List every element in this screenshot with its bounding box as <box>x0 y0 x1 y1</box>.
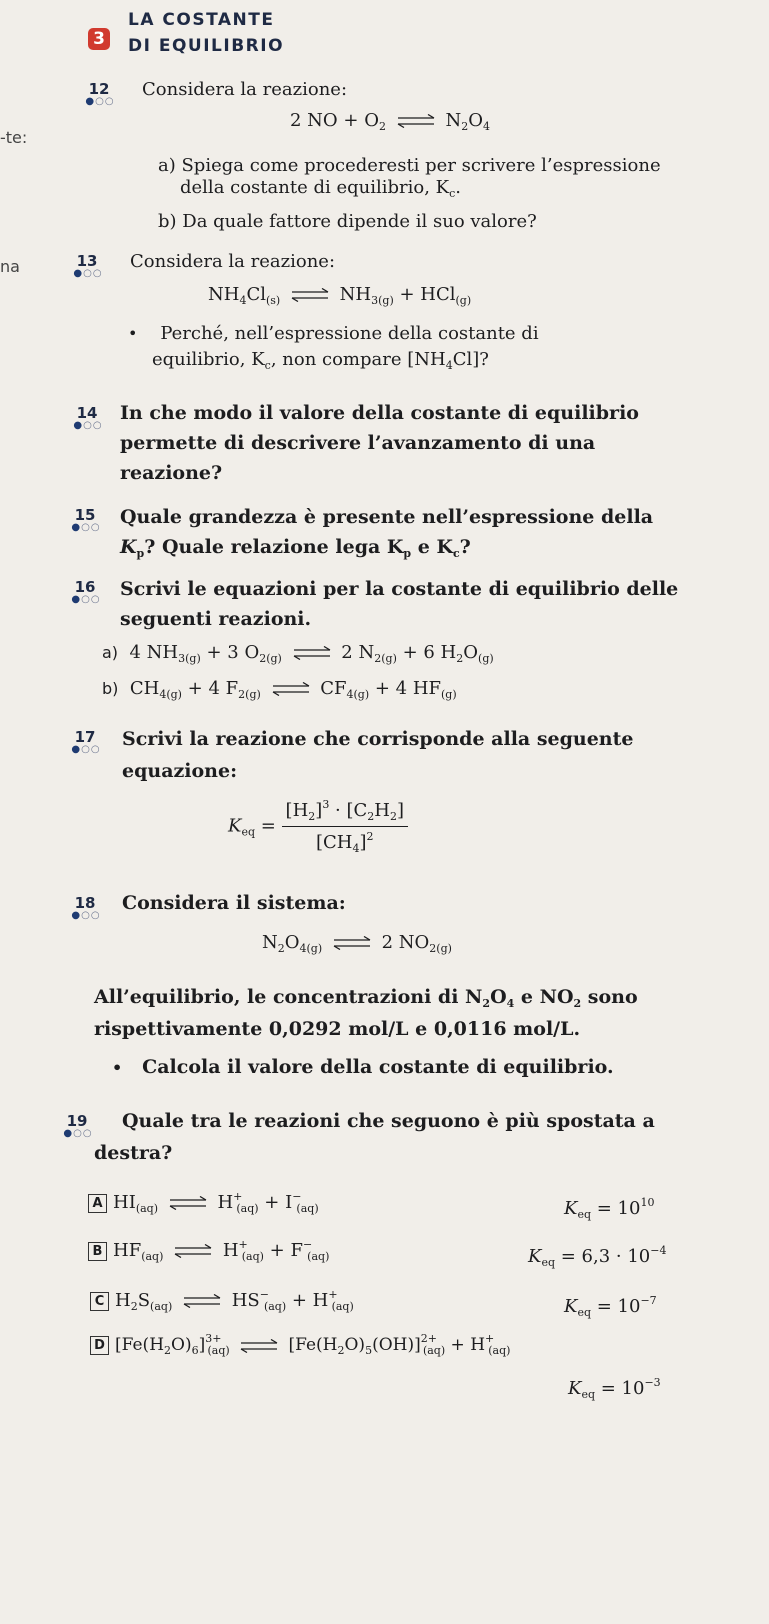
section-number-badge: 3 <box>88 28 110 50</box>
question-number-18: 18 <box>74 894 96 912</box>
question-15-line2: $K_p$? Quale relazione lega $K_p$ e $K_c$? <box>120 536 471 560</box>
question-18-text1: All’equilibrio, le concentrazioni di $N_2O_4$ e $NO_2$ sono <box>94 986 638 1010</box>
question-13-bullet-line2: equilibrio, $K_c$, non compare $[NH_4Cl]$? <box>152 349 489 372</box>
margin-fragment-2: na <box>0 257 20 276</box>
question-12-text: Considera la reazione: <box>142 79 348 100</box>
question-16-line2: seguenti reazioni. <box>120 608 312 630</box>
question-17-keq-equation: $K_{eq}$ = $\frac{[H_2]^3 \cdot [C_2H_2]}{[CH_4]^2}$ <box>228 798 408 855</box>
difficulty-dots-icon: ●○○ <box>73 420 103 431</box>
question-18-line1: Considera il sistema: <box>122 892 346 914</box>
keq-fraction: $\frac{[H_2]^3 \cdot [C_2H_2]}{[CH_4]^2}$ <box>282 798 408 855</box>
question-12-part-b: b) Da quale fattore dipende il suo valore? <box>158 211 537 232</box>
margin-fragment-1: -te: <box>0 128 28 147</box>
equilibrium-arrow-icon <box>168 1196 208 1210</box>
question-12-part-a: a) Spiega come procederesti per scrivere l’espressione <box>158 155 661 176</box>
option-b-letter[interactable]: B <box>88 1242 107 1261</box>
difficulty-dots-icon: ●○○ <box>71 910 101 921</box>
option-d-reaction[interactable]: D $[Fe(H_2O)_6]^{3+}_{(aq)}$ $[Fe(H_2O)_5(OH)]^{2+}_{(aq)} + H^+_{(aq)}$ <box>90 1332 510 1357</box>
question-16-reaction-a: a) 4 $NH_{3(g)} + 3$ $O_{2(g)}$ 2 $N_{2(g)} + 6$ $H_2O_{(g)}$ <box>102 642 494 665</box>
option-d-keq: $K_{eq} = 10^{-3}$ <box>568 1376 661 1401</box>
equilibrium-arrow-icon <box>182 1294 222 1308</box>
question-14-line1: In che modo il valore della costante di equilibrio <box>120 402 639 424</box>
question-18-text2: rispettivamente 0,0292 mol/L e 0,0116 mol/L. <box>94 1018 581 1040</box>
question-14-line2: permette di descrivere l’avanzamento di una <box>120 432 596 454</box>
question-15-line1: Quale grandezza è presente nell’espressione della <box>120 506 654 528</box>
question-17-line1: Scrivi la reazione che corrisponde alla seguente <box>122 728 634 750</box>
option-c-letter[interactable]: C <box>90 1292 109 1311</box>
section-title-line1: LA COSTANTE <box>128 10 275 30</box>
equilibrium-arrow-icon <box>332 936 372 950</box>
option-a-letter[interactable]: A <box>88 1194 107 1213</box>
equilibrium-arrow-icon <box>173 1244 213 1258</box>
question-12-part-a-line2: della costante di equilibrio, $K_c$. <box>180 177 462 200</box>
difficulty-dots-icon: ●○○ <box>85 96 115 107</box>
question-12-reaction: 2 NO + $O_2$ $N_2O_4$ <box>290 110 490 133</box>
equilibrium-arrow-icon <box>239 1339 279 1353</box>
question-18-bullet: • Calcola il valore della costante di equilibrio. <box>112 1056 614 1078</box>
option-d-letter[interactable]: D <box>90 1336 109 1355</box>
equilibrium-arrow-icon <box>396 114 436 128</box>
question-19-line2: destra? <box>94 1142 173 1164</box>
section-title-line2: DI EQUILIBRIO <box>128 36 285 56</box>
option-b-keq: $K_{eq} = 6,3 \cdot 10^{-4}$ <box>528 1244 667 1269</box>
question-number-19: 19 <box>66 1112 88 1130</box>
option-c-reaction[interactable]: C $H_2S_{(aq)}$ $HS^-_{(aq)} + H^+_{(aq)}$ <box>90 1288 354 1313</box>
difficulty-dots-icon: ●○○ <box>71 522 101 533</box>
question-16-line1: Scrivi le equazioni per la costante di equilibrio delle <box>120 578 679 600</box>
question-13-reaction: $NH_4Cl_{(s)}$ $NH_{3(g)} + HCl_{(g)}$ <box>208 284 472 307</box>
question-number-14: 14 <box>76 404 98 422</box>
question-number-17: 17 <box>74 728 96 746</box>
equilibrium-arrow-icon <box>271 682 311 696</box>
question-number-12: 12 <box>88 80 110 98</box>
equilibrium-arrow-icon <box>290 288 330 302</box>
question-14-line3: reazione? <box>120 462 223 484</box>
question-18-reaction: $N_2O_{4(g)}$ 2 $NO_{2(g)}$ <box>262 932 452 955</box>
question-number-13: 13 <box>76 252 98 270</box>
difficulty-dots-icon: ●○○ <box>71 594 101 605</box>
option-a-keq: $K_{eq} = 10^{10}$ <box>564 1196 655 1221</box>
question-17-line2: equazione: <box>122 760 238 782</box>
difficulty-dots-icon: ●○○ <box>63 1128 93 1139</box>
question-13-bullet: • Perché, nell’espressione della costante di <box>128 323 539 344</box>
question-number-15: 15 <box>74 506 96 524</box>
question-19-line1: Quale tra le reazioni che seguono è più spostata a <box>122 1110 655 1132</box>
question-16-reaction-b: b) $CH_{4(g)} + 4$ $F_{2(g)}$ $CF_{4(g)} + 4$ $HF_{(g)}$ <box>102 678 457 701</box>
option-c-keq: $K_{eq} = 10^{-7}$ <box>564 1294 657 1319</box>
question-13-text: Considera la reazione: <box>130 251 336 272</box>
difficulty-dots-icon: ●○○ <box>71 744 101 755</box>
difficulty-dots-icon: ●○○ <box>73 268 103 279</box>
equilibrium-arrow-icon <box>292 646 332 660</box>
question-number-16: 16 <box>74 578 96 596</box>
option-b-reaction[interactable]: B $HF_{(aq)}$ $H^+_{(aq)} + F^-_{(aq)}$ <box>88 1238 329 1263</box>
option-a-reaction[interactable]: A $HI_{(aq)}$ $H^+_{(aq)} + I^-_{(aq)}$ <box>88 1190 319 1215</box>
